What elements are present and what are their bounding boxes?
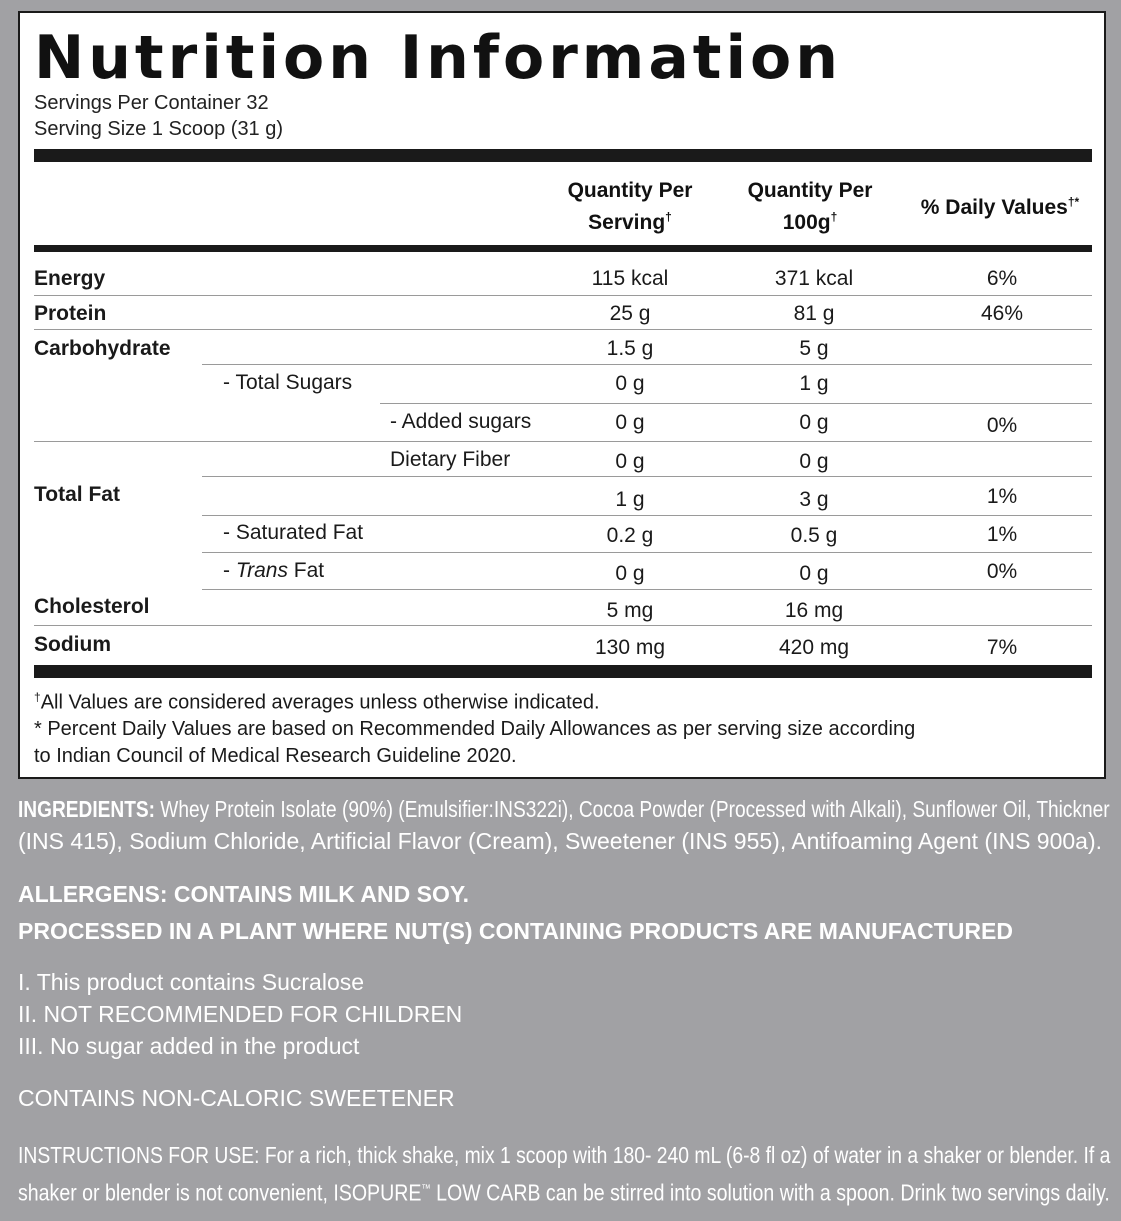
row-divider <box>202 515 1092 516</box>
header-daily-values-label: % Daily Values <box>920 196 1068 219</box>
saturated-fat-per-serving: 0.2 g <box>606 524 654 547</box>
header-per-100g <box>720 177 900 236</box>
header-per-serving-line1: Quantity Per <box>567 179 693 202</box>
dagger-mark: † <box>34 690 41 704</box>
row-label-energy: Energy <box>34 267 106 290</box>
row-label-carbohydrate: Carbohydrate <box>34 337 171 360</box>
row-divider <box>380 403 1092 404</box>
nutrition-panel <box>18 11 1106 779</box>
instructions-line2 <box>18 1173 1110 1209</box>
row-label-total-sugars: - Total Sugars <box>223 371 353 394</box>
added-sugars-per-100g: 0 g <box>799 411 829 434</box>
bottom-rule <box>34 665 1092 678</box>
footnote-daily-values-line1: * Percent Daily Values are based on Recommended Daily Allowances as per serving size according <box>34 718 916 740</box>
instructions-line2-start: shaker or blender is not convenient, ISOPURE <box>18 1179 422 1206</box>
cholesterol-per-serving: 5 mg <box>606 599 654 622</box>
allergens-line: ALLERGENS: CONTAINS MILK AND SOY. <box>18 881 470 907</box>
trademark-mark: ™ <box>421 1183 431 1195</box>
protein-per-serving: 25 g <box>609 302 651 325</box>
energy-daily-value: 6% <box>986 267 1018 290</box>
dagger-star-mark: †* <box>1067 195 1080 209</box>
saturated-fat-daily-value: 1% <box>986 523 1018 546</box>
total-fat-per-100g: 3 g <box>799 488 829 511</box>
row-divider <box>202 476 1092 477</box>
carbohydrate-per-100g: 5 g <box>799 337 829 360</box>
footnote-daily-values-line2: to Indian Council of Medical Research Guideline 2020. <box>34 745 517 767</box>
row-label-saturated-fat: - Saturated Fat <box>223 521 364 544</box>
carbohydrate-per-serving: 1.5 g <box>606 337 654 360</box>
row-label-protein: Protein <box>34 302 107 325</box>
header-daily-values <box>900 189 1100 221</box>
trans-fat-per-serving: 0 g <box>615 562 645 585</box>
instructions-line2-end: LOW CARB can be stirred into solution with a spoon. Drink two servings daily. <box>430 1179 1110 1206</box>
row-label-added-sugars: - Added sugars <box>390 410 532 433</box>
sodium-per-serving: 130 mg <box>594 636 666 659</box>
added-sugars-daily-value: 0% <box>986 414 1018 437</box>
header-per-serving-line2: Serving <box>588 211 666 234</box>
row-label-cholesterol: Cholesterol <box>34 595 150 618</box>
ingredients-label: INGREDIENTS: <box>18 796 155 822</box>
sodium-per-100g: 420 mg <box>778 636 850 659</box>
servings-per-container: Servings Per Container 32 <box>34 92 269 114</box>
ingredients-line1 <box>18 793 1110 825</box>
total-sugars-per-100g: 1 g <box>799 372 829 395</box>
total-fat-per-serving: 1 g <box>615 488 645 511</box>
protein-daily-value: 46% <box>980 302 1024 325</box>
sweetener-note: CONTAINS NON-CALORIC SWEETENER <box>18 1085 455 1111</box>
footnote-averages-text: All Values are considered averages unless otherwise indicated. <box>40 691 600 714</box>
header-rule <box>34 245 1092 252</box>
energy-per-serving: 115 kcal <box>591 267 669 290</box>
trans-fat-suffix: Fat <box>287 559 325 582</box>
row-label-trans-fat <box>223 558 324 584</box>
sodium-daily-value: 7% <box>986 636 1018 659</box>
instructions-line1: INSTRUCTIONS FOR USE: For a rich, thick shake, mix 1 scoop with 180- 240 mL (6-8 fl oz) of water in a shaker or blender. If a <box>18 1142 1111 1168</box>
added-sugars-per-serving: 0 g <box>615 411 645 434</box>
note-sucralose: I. This product contains Sucralose <box>18 969 365 995</box>
note-children: II. NOT RECOMMENDED FOR CHILDREN <box>18 1001 463 1027</box>
trans-fat-prefix: - <box>223 559 236 582</box>
header-per-100g-line1: Quantity Per <box>747 179 873 202</box>
protein-per-100g: 81 g <box>793 302 835 325</box>
dietary-fiber-per-100g: 0 g <box>799 450 829 473</box>
trans-fat-italic: Trans <box>235 559 288 582</box>
row-divider <box>34 441 1092 442</box>
ingredients-line2: (INS 415), Sodium Chloride, Artificial Flavor (Cream), Sweetener (INS 955), Antifoaming Agent (INS 900a). <box>18 828 1103 854</box>
top-rule <box>34 149 1092 162</box>
header-per-100g-line2: 100g <box>782 211 831 234</box>
dagger-mark: † <box>830 210 838 224</box>
row-label-sodium: Sodium <box>34 633 111 656</box>
footnote-averages <box>34 684 600 717</box>
header-per-serving <box>540 177 720 236</box>
dagger-mark: † <box>665 210 672 224</box>
trans-fat-per-100g: 0 g <box>799 562 829 585</box>
cholesterol-per-100g: 16 mg <box>784 599 844 622</box>
row-label-total-fat: Total Fat <box>34 483 120 506</box>
total-fat-daily-value: 1% <box>986 485 1018 508</box>
total-sugars-per-serving: 0 g <box>615 372 645 395</box>
row-divider <box>202 364 1092 365</box>
dietary-fiber-per-serving: 0 g <box>615 450 645 473</box>
row-divider <box>202 589 1092 590</box>
processing-warning: PROCESSED IN A PLANT WHERE NUT(S) CONTAINING PRODUCTS ARE MANUFACTURED <box>18 918 1013 944</box>
note-no-sugar: III. No sugar added in the product <box>18 1033 360 1059</box>
saturated-fat-per-100g: 0.5 g <box>790 524 838 547</box>
row-divider <box>34 329 1092 330</box>
serving-size: Serving Size 1 Scoop (31 g) <box>34 118 284 140</box>
row-divider <box>34 625 1092 626</box>
energy-per-100g: 371 kcal <box>774 267 854 290</box>
row-label-dietary-fiber: Dietary Fiber <box>390 448 511 471</box>
ingredients-text: Whey Protein Isolate (90%) (Emulsifier:INS322i), Cocoa Powder (Processed with Alkali), Sunflower Oil, Thickner <box>154 796 1110 822</box>
row-divider <box>34 295 1092 296</box>
row-divider <box>202 552 1092 553</box>
trans-fat-daily-value: 0% <box>986 560 1018 583</box>
panel-title: Nutrition Information <box>34 23 842 93</box>
